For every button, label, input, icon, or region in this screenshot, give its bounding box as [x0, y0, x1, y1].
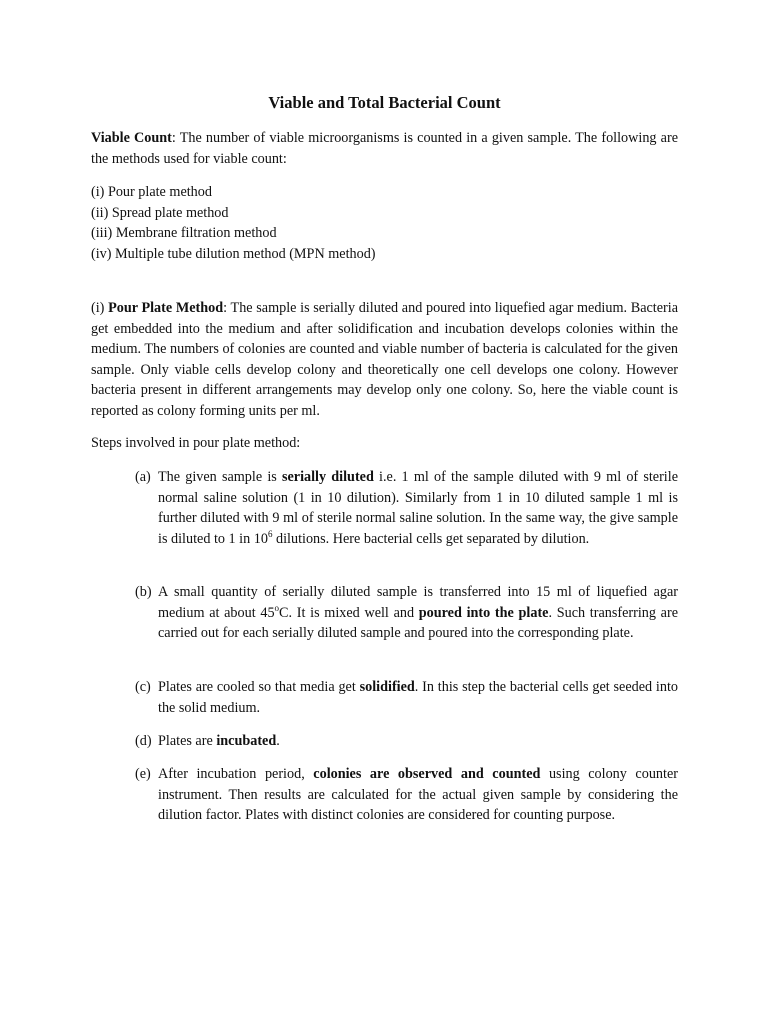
document-title: Viable and Total Bacterial Count: [268, 93, 501, 112]
methods-list: [91, 182, 678, 265]
step-label: (d): [135, 733, 152, 749]
step-bold: serially diluted: [281, 469, 374, 485]
step-e: [135, 764, 678, 826]
viable-count-term: Viable Count: [91, 130, 172, 146]
step-label: (e): [135, 766, 151, 782]
pour-plate-paragraph: [91, 298, 678, 422]
method-item: (iii) Membrane filtration method: [91, 225, 277, 242]
step-d: [135, 731, 678, 752]
step-label: (b): [135, 584, 152, 600]
step-bold: colonies are observed and counted: [313, 766, 541, 782]
step-c: [135, 677, 678, 718]
step-label: (c): [135, 679, 151, 695]
step-bold: incubated: [216, 733, 277, 749]
pour-plate-prefix: (i): [91, 300, 109, 316]
step-bold: poured into the plate: [418, 604, 549, 621]
method-item: (i) Pour plate method: [91, 184, 212, 200]
viable-count-paragraph: [91, 128, 678, 169]
superscript: 6: [267, 528, 273, 539]
method-item: (iv) Multiple tube dilution method (MPN method): [91, 246, 376, 263]
steps-heading: Steps involved in pour plate method:: [91, 435, 301, 451]
superscript: o: [274, 602, 280, 613]
step-b: [135, 582, 678, 644]
step-bold: solidified: [359, 679, 415, 695]
pour-plate-text: : The sample is serially diluted and poured into liquefied agar medium. Bacteria get embedded into the medium and after solidification and incubation develops colonies within the medium. The numbers of colonies are counted and viable number of bacteria is calculated for the given sample. Only viable cells develop colony and theoretically one cell develops one colony. However bacteria present in different arrangements may develop only one colony. So, here the viable count is reported as colony forming units per ml.: [91, 300, 678, 419]
step-text: Plates are incubated.: [158, 733, 280, 749]
viable-count-text: : The number of viable microorganisms is counted in a given sample. The following are the methods used for viable count:: [91, 130, 678, 167]
pour-plate-term: Pour Plate Method: [108, 300, 224, 316]
step-text: After incubation period, colonies are observed and counted using colony counter instrument. Then results are calculated for the actual given sample by considering the dilution factor. Plates with distinct colonies are considered for counting purpose.: [158, 766, 678, 824]
method-item: (ii) Spread plate method: [91, 204, 229, 221]
step-a: [135, 467, 678, 549]
step-text: Plates are cooled so that media get solidified. In this step the bacterial cells get seeded into the solid medium.: [158, 679, 678, 716]
step-text: The given sample is serially diluted i.e. 1 ml of the sample diluted with 9 ml of sterile normal saline solution (1 in 10 dilution). Similarly from 1 in 10 diluted sample 1 ml is further diluted with 9 ml of sterile normal saline solution. In the same way, the give sample is diluted to 1 in $10^6$ dilutions. Here bacterial cells get separated by dilution.: [158, 469, 678, 547]
step-text: A small quantity of serially diluted sample is transferred into 15 ml of liquefied agar medium at about 45$^o$C. It is mixed well and poured into the plate. Such transferring are carried out for each serially diluted sample and poured into the corresponding plate.: [158, 584, 679, 642]
step-label: (a): [135, 469, 151, 485]
